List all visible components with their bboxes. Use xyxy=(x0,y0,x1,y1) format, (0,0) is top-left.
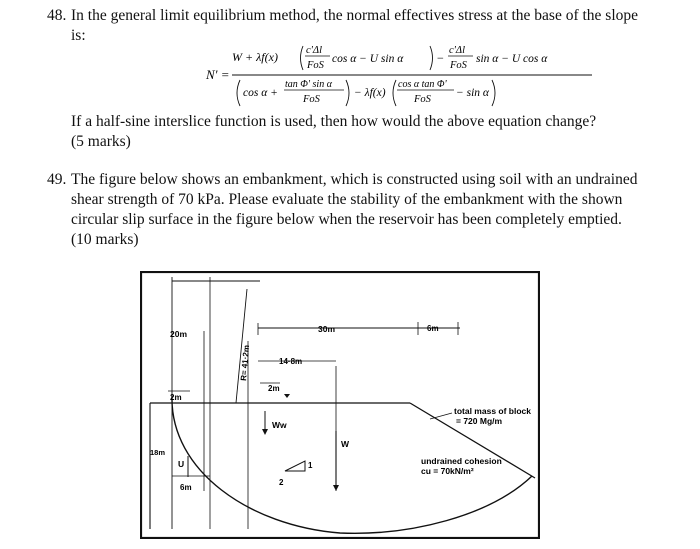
paren-right-2 xyxy=(346,80,349,106)
mass-label-line1: total mass of block xyxy=(454,406,531,416)
question-49 xyxy=(47,170,638,250)
mass-label-line2: = 720 Mg/m xyxy=(456,416,503,426)
dim-6m-bottom-label: 6m xyxy=(180,483,192,492)
paren-left-3 xyxy=(393,80,396,106)
equation-lhs: N' = xyxy=(206,67,230,82)
figure-frame xyxy=(141,272,539,538)
cohesion-label-line1: undrained cohesion xyxy=(421,456,502,466)
denominator-term-c: − sin α xyxy=(456,87,489,99)
dim-18m-label: 18m xyxy=(150,448,166,457)
question-49-text-line3: circular slip surface in the figure below when the reservoir has been completely emptied. xyxy=(71,211,622,228)
numerator-frac2-top: c'Δl xyxy=(449,45,465,56)
paren-right-3 xyxy=(492,80,495,106)
paren-left-1 xyxy=(301,46,304,70)
dim-30m-label: 30m xyxy=(318,324,336,334)
denominator-frac1-top: tan Φ' sin α xyxy=(285,79,332,90)
numerator-term-a: W + λf(x) xyxy=(232,50,278,64)
paren-left-2 xyxy=(237,80,240,106)
dim-148m-label: 14·8m xyxy=(279,357,303,366)
question-49-text-line1: The figure below shows an embankment, which is constructed using soil with an undrained xyxy=(71,171,638,188)
slope-ratio-1: 1 xyxy=(308,461,313,470)
embankment-figure xyxy=(140,271,540,539)
denominator-term-b: − λf(x) xyxy=(354,87,386,99)
dim-2m-right-label: 2m xyxy=(268,384,280,393)
dim-2m-left-label: 2m xyxy=(170,393,182,402)
slope-ratio-2: 2 xyxy=(279,478,284,487)
denominator-frac2-bottom: FoS xyxy=(414,94,431,105)
question-49-marks: (10 marks) xyxy=(71,231,139,248)
u-label: U xyxy=(178,459,185,469)
w-label: W xyxy=(341,439,350,449)
numerator-term-b: cos α − U sin α xyxy=(332,53,404,65)
question-48-text-line1: In the general limit equilibrium method, the normal effectives stress at the base of the slope xyxy=(71,7,639,24)
numerator-frac1-top: c'Δl xyxy=(306,45,322,56)
paren-right-1 xyxy=(430,46,433,70)
dim-20m-label: 20m xyxy=(170,329,188,339)
radius-label: R= 41·2m xyxy=(239,344,252,382)
question-49-text-line2: shear strength of 70 kPa. Please evaluate the stability of the embankment with the shown xyxy=(71,191,623,208)
dim-6m-top-label: 6m xyxy=(427,324,439,333)
denominator-frac2-top: cos α tan Φ' xyxy=(398,79,447,90)
question-48-text-line2: is: xyxy=(71,27,86,44)
question-48-marks: (5 marks) xyxy=(71,133,131,150)
question-49-number: 49. xyxy=(47,171,67,188)
denominator-term-a: cos α + xyxy=(243,87,278,99)
question-48-part2 xyxy=(47,112,596,152)
denominator-frac1-bottom: FoS xyxy=(303,94,320,105)
question-48-number: 48. xyxy=(47,7,67,24)
numerator-term-c: sin α − U cos α xyxy=(476,53,548,65)
question-48-text-line3: If a half-sine interslice function is used, then how would the above equation change? xyxy=(71,113,597,130)
numerator-frac2-bottom: FoS xyxy=(450,60,467,71)
normal-stress-equation xyxy=(0,40,700,112)
numerator-minus: − xyxy=(437,51,444,65)
numerator-frac1-bottom: FoS xyxy=(307,60,324,71)
cohesion-label-line2: cu = 70kN/m² xyxy=(421,466,474,476)
ww-label: Ww xyxy=(272,420,287,430)
